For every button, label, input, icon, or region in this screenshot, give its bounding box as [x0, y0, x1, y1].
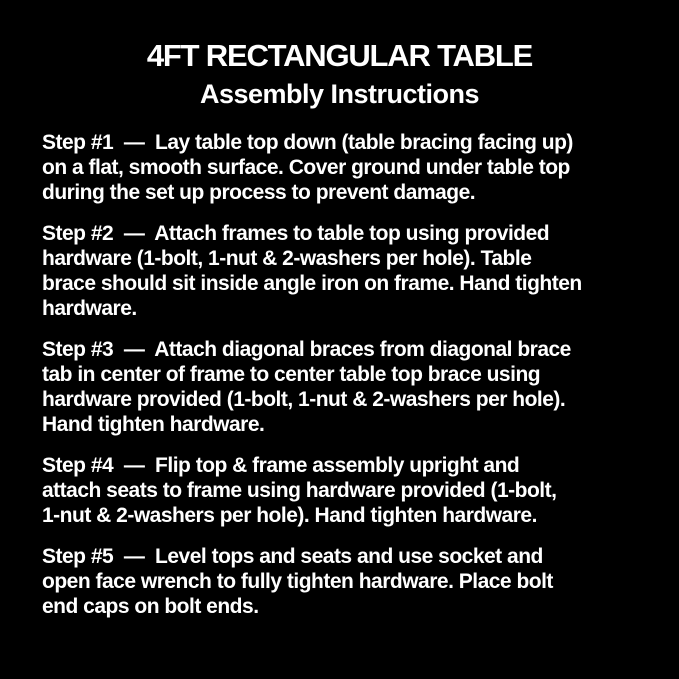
step-line: tab in center of frame to center table top brace using — [42, 363, 541, 386]
step-line: Hand tighten hardware. — [42, 413, 265, 436]
step-paragraph-2 — [42, 221, 643, 321]
step-paragraph-1 — [42, 130, 643, 205]
page-subtitle: Assembly Instructions — [199, 79, 480, 109]
step-line: hardware (1-bolt, 1-nut & 2-washers per hole). Table — [42, 247, 532, 270]
step-line: during the set up process to prevent damage. — [42, 181, 476, 204]
step-paragraph-5 — [42, 544, 643, 619]
page-title: 4FT RECTANGULAR TABLE — [146, 38, 533, 73]
step-line: on a flat, smooth surface. Cover ground under table top — [42, 156, 570, 179]
step-line: Step #1 — Lay table top down (table bracing facing up) — [42, 131, 573, 154]
step-line: attach seats to frame using hardware provided (1-bolt, — [42, 479, 557, 502]
step-line: hardware. — [42, 297, 137, 320]
step-line: Step #5 — Level tops and seats and use socket and — [42, 545, 543, 568]
step-line: brace should sit inside angle iron on frame. Hand tighten — [42, 272, 582, 295]
step-line: hardware provided (1-bolt, 1-nut & 2-washers per hole). — [42, 388, 566, 411]
step-line: open face wrench to fully tighten hardware. Place bolt — [42, 570, 553, 593]
step-line: Step #3 — Attach diagonal braces from diagonal brace — [42, 338, 571, 361]
step-line: end caps on bolt ends. — [42, 595, 259, 618]
step-line: Step #4 — Flip top & frame assembly upright and — [42, 454, 520, 477]
step-line: Step #2 — Attach frames to table top using provided — [42, 222, 550, 245]
step-paragraph-4 — [42, 453, 643, 528]
step-paragraph-3 — [42, 337, 643, 437]
steps-list — [42, 130, 643, 619]
step-line: 1-nut & 2-washers per hole). Hand tighten hardware. — [42, 504, 537, 527]
